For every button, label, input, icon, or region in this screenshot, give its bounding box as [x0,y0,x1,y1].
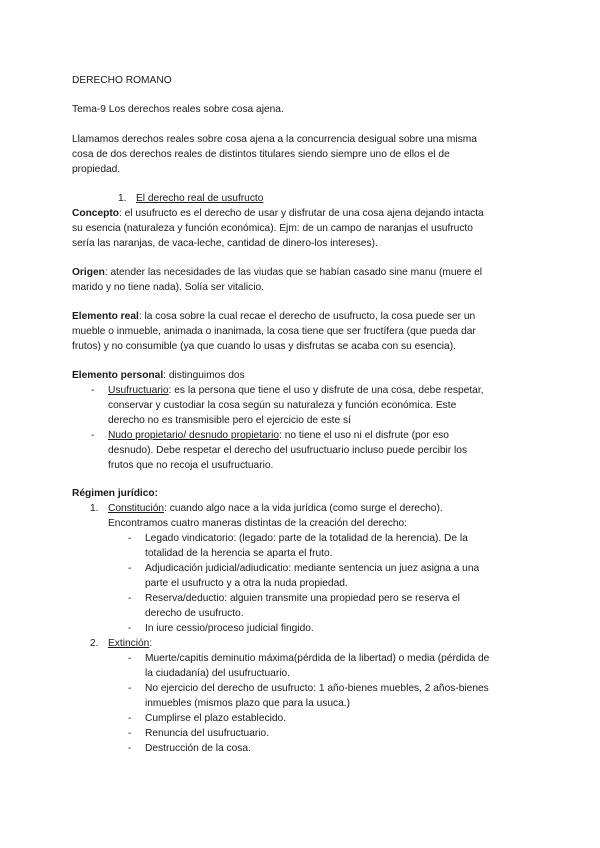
sub-list-item-line: derecho de usufructo. [145,608,244,619]
sub-list-item-line: parte el usufructo y a otra la nuda propiedad. [145,578,348,589]
concepto-text: : el usufructo es el derecho de usar y disfrutar de una cosa ajena dejando intacta [118,208,484,219]
bullet-dash: - [128,683,132,694]
paragraph-line: su esencia (naturaleza y función económica). Ejm: de un campo de naranjas el usufructo [72,223,473,234]
elemento-personal-label: Elemento personal [72,370,164,381]
sub-list-item: Legado vindicatorio: (legado: parte de la totalidad de la herencia). De la [145,533,468,544]
sub-list-item-line: inmuebles (mismos plazo que para la usuca.) [145,698,350,709]
origen-label: Origen [72,267,105,278]
usufructuario-text: : es la persona que tiene el uso y disfrute de una cosa, debe respetar, [168,385,484,396]
sub-list-item: Reserva/deductio: alguien transmite una propiedad pero se reserva el [145,593,460,604]
paragraph-line [72,206,484,221]
bullet-dash: - [128,743,132,754]
list-number: 2. [90,638,99,649]
bullet-dash: - [128,728,132,739]
list-item [108,428,449,443]
list-item [108,501,443,516]
bullet-dash: - [91,430,95,441]
bullet-dash: - [128,533,132,544]
topic-heading: Tema-9 Los derechos reales sobre cosa ajena. [72,104,284,115]
paragraph-line [72,368,245,383]
bullet-dash: - [128,593,132,604]
bullet-dash: - [128,563,132,574]
list-item-line: conservar y custodiar la cosa según su naturaleza y función económica. Este [108,400,457,411]
sub-list-item-line: la ciudadanía) del usufructuario. [145,668,290,679]
sub-list-item: No ejercicio del derecho de usufructo: 1 año-bienes muebles, 2 años-bienes [145,683,489,694]
usufructuario-term: Usufructuario [108,385,169,396]
list-item [108,636,152,651]
sub-list-item: In iure cessio/proceso judicial fingido. [145,623,314,634]
list-item [108,383,483,398]
elemento-real-label: Elemento real [72,311,139,322]
list-item-line: derecho no es transmisible pero el ejercicio de este sí [108,415,351,426]
intro-line: cosa de dos derechos reales de distintos titulares siendo siempre uno de ellos el de [72,149,450,160]
paragraph-line: mueble o inmueble, animada o inanimada, la cosa tiene que ser fructífera (que pueda dar [72,326,476,337]
bullet-dash: - [91,385,95,396]
list-item-line: Encontramos cuatro maneras distintas de la creación del derecho: [108,518,407,529]
paragraph-line: frutos) y no consumible (ya que cuando lo usas y disfrutas se acaba con su esencia). [72,341,456,352]
intro-line: propiedad. [72,164,121,175]
nudo-propietario-term: Nudo propietario/ desnudo propietario [108,430,280,441]
intro-line: Llamamos derechos reales sobre cosa ajena a la concurrencia desigual sobre una misma [72,134,477,145]
paragraph-line: marido y no tiene nada). Solía ser vitalicio. [72,282,264,293]
nudo-propietario-text: : no tiene el uso ni el disfrute (por eso [279,430,449,441]
bullet-dash: - [128,653,132,664]
paragraph-line [72,309,475,324]
sub-list-item: Destrucción de la cosa. [145,743,251,754]
paragraph-line [72,265,482,280]
bullet-dash: - [128,713,132,724]
elemento-personal-text: : distinguimos dos [163,370,245,381]
list-item-line: desnudo). Debe respetar el derecho del usufructuario incluso puede percibir los [108,445,468,456]
regimen-heading: Régimen jurídico: [72,488,159,499]
extincion-term: Extinción [108,638,150,649]
list-number: 1. [118,193,127,204]
list-item-line: frutos que no recoja el usufructuario. [108,460,274,471]
list-number: 1. [90,503,99,514]
constitucion-term: Constitución [108,503,165,514]
constitucion-text: : cuando algo nace a la vida jurídica (como surge el derecho). [164,503,443,514]
sub-list-item: Adjudicación judicial/adiudicatio: mediante sentencia un juez asigna a una [145,563,480,574]
bullet-dash: - [128,623,132,634]
section-title: El derecho real de usufructo [136,193,264,204]
extincion-colon: : [149,638,153,649]
elemento-real-text: : la cosa sobre la cual recae el derecho de usufructo, la cosa puede ser un [138,311,476,322]
sub-list-item: Renuncia del usufructuario. [145,728,270,739]
sub-list-item-line: totalidad de la herencia se aparta el fruto. [145,548,333,559]
sub-list-item: Muerte/capitis deminutio máxima(pérdida de la libertad) o media (pérdida de [145,653,490,664]
origen-text: : atender las necesidades de las viudas que se habían casado sine manu (muere el [104,267,483,278]
sub-list-item: Cumplirse el plazo establecido. [145,713,286,724]
paragraph-line: sería las naranjas, de vaca-leche, cantidad de dinero-los intereses). [72,238,378,249]
document-title: DERECHO ROMANO [72,75,172,86]
concepto-label: Concepto [72,208,119,219]
